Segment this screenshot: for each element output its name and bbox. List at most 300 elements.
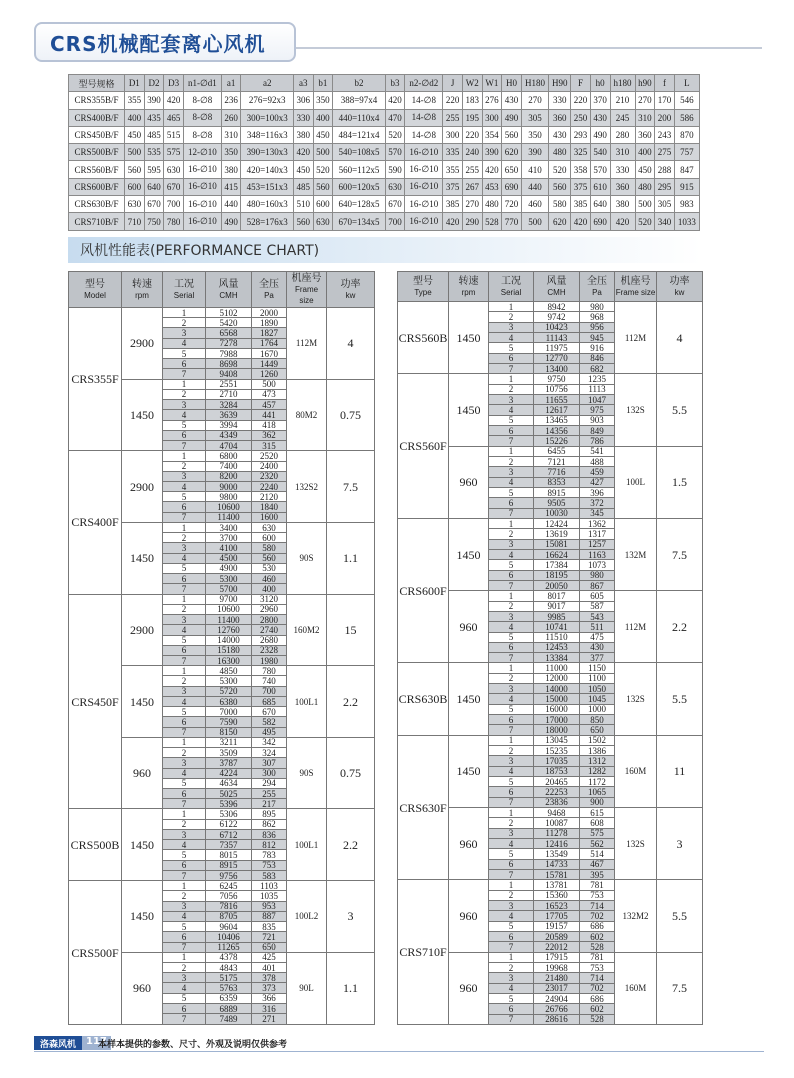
table-row — [69, 196, 700, 213]
flow-cell: 9985 — [534, 611, 580, 621]
dim-cell: 348=116x3 — [241, 126, 293, 143]
serial-cell: 5 — [489, 993, 534, 1003]
dim-header-cell: h90 — [635, 75, 655, 92]
dim-cell: 16-∅10 — [405, 213, 443, 230]
rpm-cell: 960 — [122, 952, 163, 1024]
serial-cell: 5 — [163, 635, 206, 645]
performance-table-left — [68, 271, 375, 1025]
pressure-cell: 441 — [252, 410, 287, 420]
flow-cell: 11975 — [534, 343, 580, 353]
dim-cell: 540=108x5 — [333, 144, 385, 161]
pressure-cell: 686 — [580, 993, 615, 1003]
pressure-cell: 968 — [580, 312, 615, 322]
dim-cell: CRS450B/F — [69, 126, 125, 143]
pressure-cell: 686 — [580, 921, 615, 931]
dim-cell: 290 — [462, 213, 482, 230]
serial-cell: 7 — [489, 725, 534, 735]
pressure-cell: 846 — [580, 353, 615, 363]
serial-cell: 4 — [489, 694, 534, 704]
flow-cell: 8915 — [206, 860, 252, 870]
serial-cell: 5 — [163, 778, 206, 788]
dim-cell: 280 — [610, 126, 635, 143]
flow-cell: 2710 — [206, 389, 252, 399]
pressure-cell: 1764 — [252, 338, 287, 348]
serial-cell: 2 — [489, 384, 534, 394]
dim-cell: 375 — [571, 178, 591, 195]
serial-cell: 2 — [163, 604, 206, 614]
pressure-cell: 3120 — [252, 594, 287, 604]
pressure-cell: 753 — [580, 890, 615, 900]
serial-cell: 4 — [489, 983, 534, 993]
dim-cell: 330 — [549, 92, 571, 109]
flow-cell: 26766 — [534, 1004, 580, 1014]
pressure-cell: 1670 — [252, 348, 287, 358]
pressure-cell: 1045 — [580, 694, 615, 704]
flow-cell: 18000 — [534, 725, 580, 735]
dim-header-cell: a1 — [221, 75, 241, 92]
flow-cell: 7000 — [206, 707, 252, 717]
serial-cell: 7 — [163, 1014, 206, 1025]
model-cell: CRS500B — [69, 809, 122, 881]
rpm-cell: 960 — [449, 808, 489, 880]
dim-cell: 270 — [635, 92, 655, 109]
performance-body-right — [398, 302, 703, 1025]
pressure-cell: 700 — [252, 686, 287, 696]
pressure-cell: 1502 — [580, 735, 615, 745]
flow-cell: 8915 — [534, 487, 580, 497]
dim-cell: 183 — [462, 92, 482, 109]
flow-cell: 12000 — [534, 673, 580, 683]
dim-cell: 670 — [385, 196, 405, 213]
dimension-table — [68, 74, 700, 231]
model-cell: CRS355F — [69, 308, 122, 451]
dim-cell: 528 — [482, 213, 502, 230]
serial-cell: 3 — [163, 758, 206, 768]
model-cell: CRS600F — [398, 518, 449, 663]
pressure-cell: 294 — [252, 778, 287, 788]
dim-cell: 600 — [125, 178, 145, 195]
flow-cell: 7357 — [206, 840, 252, 850]
dim-cell: 570 — [590, 161, 610, 178]
dim-cell: 580 — [549, 196, 571, 213]
serial-cell: 6 — [489, 353, 534, 363]
rpm-cell: 1450 — [449, 663, 489, 735]
flow-cell: 9017 — [534, 601, 580, 611]
dim-cell: CRS500B/F — [69, 144, 125, 161]
dim-cell: 12-∅10 — [183, 144, 221, 161]
flow-cell: 6712 — [206, 829, 252, 839]
flow-cell: 12770 — [534, 353, 580, 363]
pressure-cell: 488 — [580, 456, 615, 466]
model-cell: CRS500F — [69, 881, 122, 1025]
table-row — [398, 518, 703, 528]
frame-size-cell: 90S — [287, 522, 327, 594]
perf-header-en: CMH — [547, 287, 566, 297]
rpm-cell: 1450 — [449, 735, 489, 807]
pressure-cell: 430 — [580, 642, 615, 652]
pressure-cell: 895 — [252, 809, 287, 819]
flow-cell: 7121 — [534, 456, 580, 466]
pressure-cell: 783 — [252, 850, 287, 860]
dim-cell: 276 — [482, 92, 502, 109]
dim-cell: 500 — [635, 196, 655, 213]
serial-cell: 7 — [163, 584, 206, 594]
pressure-cell: 980 — [580, 570, 615, 580]
serial-cell: 4 — [163, 625, 206, 635]
serial-cell: 5 — [489, 849, 534, 859]
pressure-cell: 495 — [252, 727, 287, 737]
dim-cell: 300 — [482, 109, 502, 126]
dim-cell: 8-∅8 — [183, 92, 221, 109]
flow-cell: 11655 — [534, 394, 580, 404]
dim-cell: 586 — [674, 109, 699, 126]
frame-size-cell: 112M — [287, 308, 327, 380]
serial-cell: 2 — [163, 389, 206, 399]
table-row — [69, 144, 700, 161]
pressure-cell: 849 — [580, 425, 615, 435]
frame-size-cell: 80M2 — [287, 379, 327, 451]
flow-cell: 22253 — [534, 787, 580, 797]
dim-cell: 276=92x3 — [241, 92, 293, 109]
table-row — [398, 663, 703, 673]
serial-cell: 5 — [489, 704, 534, 714]
table-row — [398, 735, 703, 745]
pressure-cell: 1827 — [252, 328, 287, 338]
flow-cell: 3994 — [206, 420, 252, 430]
serial-cell: 1 — [489, 302, 534, 312]
dim-cell: 245 — [610, 109, 635, 126]
dim-cell: 250 — [571, 109, 591, 126]
serial-cell: 3 — [163, 901, 206, 911]
frame-size-cell: 112M — [615, 591, 657, 663]
perf-header-cn: 功率 — [669, 275, 690, 287]
rpm-cell: 1450 — [122, 881, 163, 953]
flow-cell: 4843 — [206, 963, 252, 973]
serial-cell: 2 — [163, 963, 206, 973]
dim-cell: 450 — [125, 126, 145, 143]
frame-size-cell: 100L1 — [287, 666, 327, 738]
serial-cell: 5 — [163, 707, 206, 717]
dim-cell: 430 — [502, 92, 522, 109]
power-cell: 5.5 — [657, 880, 703, 952]
pressure-cell: 396 — [580, 487, 615, 497]
serial-cell: 3 — [163, 686, 206, 696]
dim-cell: 490 — [502, 109, 522, 126]
dim-cell: 440=110x4 — [333, 109, 385, 126]
perf-header-cell — [398, 272, 449, 302]
serial-cell: 2 — [489, 601, 534, 611]
serial-cell: 4 — [163, 553, 206, 563]
power-cell: 2.2 — [327, 809, 375, 881]
pressure-cell: 575 — [580, 828, 615, 838]
serial-cell: 3 — [489, 467, 534, 477]
dim-cell: 360 — [635, 126, 655, 143]
flow-cell: 4349 — [206, 430, 252, 440]
dim-cell: 595 — [144, 161, 164, 178]
pressure-cell: 1449 — [252, 359, 287, 369]
pressure-cell: 1235 — [580, 374, 615, 384]
perf-header-cn: 功率 — [340, 278, 361, 290]
flow-cell: 16624 — [534, 549, 580, 559]
flow-cell: 4704 — [206, 441, 252, 451]
table-row — [398, 302, 703, 312]
flow-cell: 7278 — [206, 338, 252, 348]
rpm-cell: 960 — [449, 952, 489, 1024]
rpm-cell: 1450 — [122, 809, 163, 881]
dim-cell: 480 — [482, 196, 502, 213]
flow-cell: 8705 — [206, 911, 252, 921]
table-row — [398, 374, 703, 384]
serial-cell: 6 — [163, 932, 206, 942]
serial-cell: 6 — [163, 645, 206, 655]
pressure-cell: 1065 — [580, 787, 615, 797]
table-row — [69, 178, 700, 195]
dim-cell: 575 — [164, 144, 184, 161]
flow-cell: 5306 — [206, 809, 252, 819]
flow-cell: 5300 — [206, 574, 252, 584]
frame-size-cell: 90S — [287, 737, 327, 809]
pressure-cell: 2000 — [252, 308, 287, 318]
power-cell: 1.1 — [327, 952, 375, 1024]
pressure-cell: 1312 — [580, 756, 615, 766]
flow-cell: 6568 — [206, 328, 252, 338]
rpm-cell: 960 — [449, 880, 489, 952]
serial-cell: 6 — [489, 570, 534, 580]
serial-cell: 5 — [489, 487, 534, 497]
flow-cell: 3284 — [206, 400, 252, 410]
pressure-cell: 2320 — [252, 471, 287, 481]
flow-cell: 7056 — [206, 891, 252, 901]
flow-cell: 5763 — [206, 983, 252, 993]
pressure-cell: 401 — [252, 963, 287, 973]
serial-cell: 1 — [163, 594, 206, 604]
dim-cell: 310 — [221, 126, 241, 143]
flow-cell: 13781 — [534, 880, 580, 890]
pressure-cell: 1000 — [580, 704, 615, 714]
perf-header-cn: 全压 — [587, 275, 607, 287]
dim-cell: 535 — [144, 144, 164, 161]
pressure-cell: 682 — [580, 363, 615, 373]
pressure-cell: 372 — [580, 498, 615, 508]
serial-cell: 5 — [489, 343, 534, 353]
flow-cell: 11400 — [206, 615, 252, 625]
pressure-cell: 1386 — [580, 746, 615, 756]
flow-cell: 5102 — [206, 308, 252, 318]
flow-cell: 9505 — [534, 498, 580, 508]
model-cell: CRS560F — [398, 374, 449, 519]
dim-cell: 500 — [521, 213, 548, 230]
power-cell: 7.5 — [327, 451, 375, 523]
dim-cell: 915 — [674, 178, 699, 195]
dim-cell: 510 — [293, 196, 313, 213]
flow-cell: 7489 — [206, 1014, 252, 1025]
performance-table-right — [397, 271, 703, 1025]
pressure-cell: 850 — [580, 715, 615, 725]
pressure-cell: 781 — [580, 952, 615, 962]
frame-size-cell: 132S2 — [287, 451, 327, 523]
serial-cell: 5 — [489, 632, 534, 642]
pressure-cell: 1362 — [580, 518, 615, 528]
serial-cell: 7 — [489, 1014, 534, 1024]
serial-cell: 6 — [489, 932, 534, 942]
dim-cell: 16-∅10 — [405, 196, 443, 213]
frame-size-cell: 132S — [615, 374, 657, 446]
flow-cell: 8150 — [206, 727, 252, 737]
serial-cell: 1 — [489, 374, 534, 384]
dim-cell: 520 — [635, 213, 655, 230]
dim-cell: 500 — [125, 144, 145, 161]
flow-cell: 14000 — [206, 635, 252, 645]
serial-cell: 2 — [489, 890, 534, 900]
flow-cell: 14000 — [534, 684, 580, 694]
perf-header-cn: 转速 — [132, 278, 152, 290]
pressure-cell: 543 — [580, 611, 615, 621]
dim-cell: 750 — [144, 213, 164, 230]
serial-cell: 2 — [163, 533, 206, 543]
dim-cell: 420 — [571, 213, 591, 230]
dim-cell: 640=128x5 — [333, 196, 385, 213]
serial-cell: 2 — [489, 818, 534, 828]
pressure-cell: 255 — [252, 789, 287, 799]
perf-header-en: Type — [414, 287, 432, 297]
flow-cell: 21480 — [534, 973, 580, 983]
dim-cell: 700 — [164, 196, 184, 213]
dim-header-cell: n2-∅d2 — [405, 75, 443, 92]
table-row — [69, 92, 700, 109]
frame-size-cell: 160M2 — [287, 594, 327, 666]
perf-header-cell — [287, 272, 327, 308]
dim-header-cell: J — [443, 75, 463, 92]
flow-cell: 13045 — [534, 735, 580, 745]
serial-cell: 3 — [489, 973, 534, 983]
serial-cell: 3 — [163, 615, 206, 625]
dim-cell: 420 — [482, 161, 502, 178]
flow-cell: 9000 — [206, 481, 252, 491]
perf-header-en: rpm — [135, 290, 149, 300]
dim-cell: 440 — [521, 178, 548, 195]
dim-header-cell: L — [674, 75, 699, 92]
serial-cell: 7 — [163, 441, 206, 451]
flow-cell: 9604 — [206, 922, 252, 932]
dim-cell: 490 — [221, 213, 241, 230]
pressure-cell: 685 — [252, 696, 287, 706]
flow-cell: 4224 — [206, 768, 252, 778]
flow-cell: 2551 — [206, 379, 252, 389]
dim-cell: 520 — [549, 161, 571, 178]
serial-cell: 7 — [163, 512, 206, 522]
dim-cell: CRS560B/F — [69, 161, 125, 178]
dim-cell: 16-∅10 — [183, 213, 221, 230]
pressure-cell: 600 — [252, 533, 287, 543]
serial-cell: 1 — [163, 809, 206, 819]
flow-cell: 11278 — [534, 828, 580, 838]
perf-header-en: Model — [84, 290, 106, 300]
dim-cell: 14-∅8 — [405, 92, 443, 109]
section-title: 风机性能表(PERFORMANCE CHART) — [80, 243, 320, 259]
serial-cell: 1 — [489, 880, 534, 890]
rpm-cell: 1450 — [449, 518, 489, 590]
flow-cell: 10030 — [534, 508, 580, 518]
dim-cell: 220 — [443, 92, 463, 109]
pressure-cell: 2680 — [252, 635, 287, 645]
pressure-cell: 459 — [580, 467, 615, 477]
dim-cell: 360 — [549, 109, 571, 126]
dim-cell: 16-∅10 — [405, 161, 443, 178]
dim-cell: 670 — [164, 178, 184, 195]
model-cell: CRS710F — [398, 880, 449, 1025]
power-cell: 4 — [327, 308, 375, 380]
perf-header-en: kw — [674, 287, 685, 297]
perf-header-cell — [206, 272, 252, 308]
perf-header-cn: 风量 — [218, 278, 239, 290]
pressure-cell: 395 — [580, 870, 615, 880]
serial-cell: 1 — [163, 666, 206, 676]
dim-cell: 275 — [655, 144, 675, 161]
dim-cell: 370 — [590, 92, 610, 109]
dim-cell: 690 — [590, 213, 610, 230]
serial-cell: 7 — [163, 942, 206, 952]
pressure-cell: 2800 — [252, 615, 287, 625]
serial-cell: 4 — [163, 338, 206, 348]
pressure-cell: 377 — [580, 653, 615, 663]
flow-cell: 11000 — [534, 663, 580, 673]
serial-cell: 6 — [163, 717, 206, 727]
serial-cell: 1 — [163, 737, 206, 747]
dim-cell: 490 — [590, 126, 610, 143]
serial-cell: 5 — [489, 560, 534, 570]
pressure-cell: 740 — [252, 676, 287, 686]
dim-cell: 305 — [655, 196, 675, 213]
rpm-cell: 2900 — [122, 308, 163, 380]
flow-cell: 5720 — [206, 686, 252, 696]
flow-cell: 19157 — [534, 921, 580, 931]
flow-cell: 9468 — [534, 808, 580, 818]
serial-cell: 3 — [163, 829, 206, 839]
flow-cell: 8017 — [534, 591, 580, 601]
dim-cell: 195 — [462, 109, 482, 126]
flow-cell: 7716 — [534, 467, 580, 477]
serial-cell: 2 — [163, 461, 206, 471]
perf-header-cell — [449, 272, 489, 302]
pressure-cell: 1150 — [580, 663, 615, 673]
power-cell: 2.2 — [327, 666, 375, 738]
dim-cell: 420 — [443, 213, 463, 230]
dim-cell: 620 — [502, 144, 522, 161]
serial-cell: 3 — [163, 328, 206, 338]
dim-cell: 780 — [164, 213, 184, 230]
flow-cell: 22012 — [534, 942, 580, 952]
dim-cell: 770 — [502, 213, 522, 230]
serial-cell: 6 — [489, 715, 534, 725]
flow-cell: 10600 — [206, 502, 252, 512]
flow-cell: 6122 — [206, 819, 252, 829]
flow-cell: 17035 — [534, 756, 580, 766]
frame-size-cell: 112M — [615, 302, 657, 374]
serial-cell: 7 — [489, 870, 534, 880]
model-cell: CRS630F — [398, 735, 449, 880]
pressure-cell: 2120 — [252, 492, 287, 502]
serial-cell: 4 — [163, 983, 206, 993]
flow-cell: 15235 — [534, 746, 580, 756]
dim-cell: 520 — [313, 161, 333, 178]
serial-cell: 4 — [163, 696, 206, 706]
pressure-cell: 562 — [580, 839, 615, 849]
dimension-table-body — [69, 92, 700, 230]
pressure-cell: 780 — [252, 666, 287, 676]
pressure-cell: 945 — [580, 332, 615, 342]
dim-header-cell: H0 — [502, 75, 522, 92]
perf-header-cn: 型号 — [85, 278, 105, 290]
